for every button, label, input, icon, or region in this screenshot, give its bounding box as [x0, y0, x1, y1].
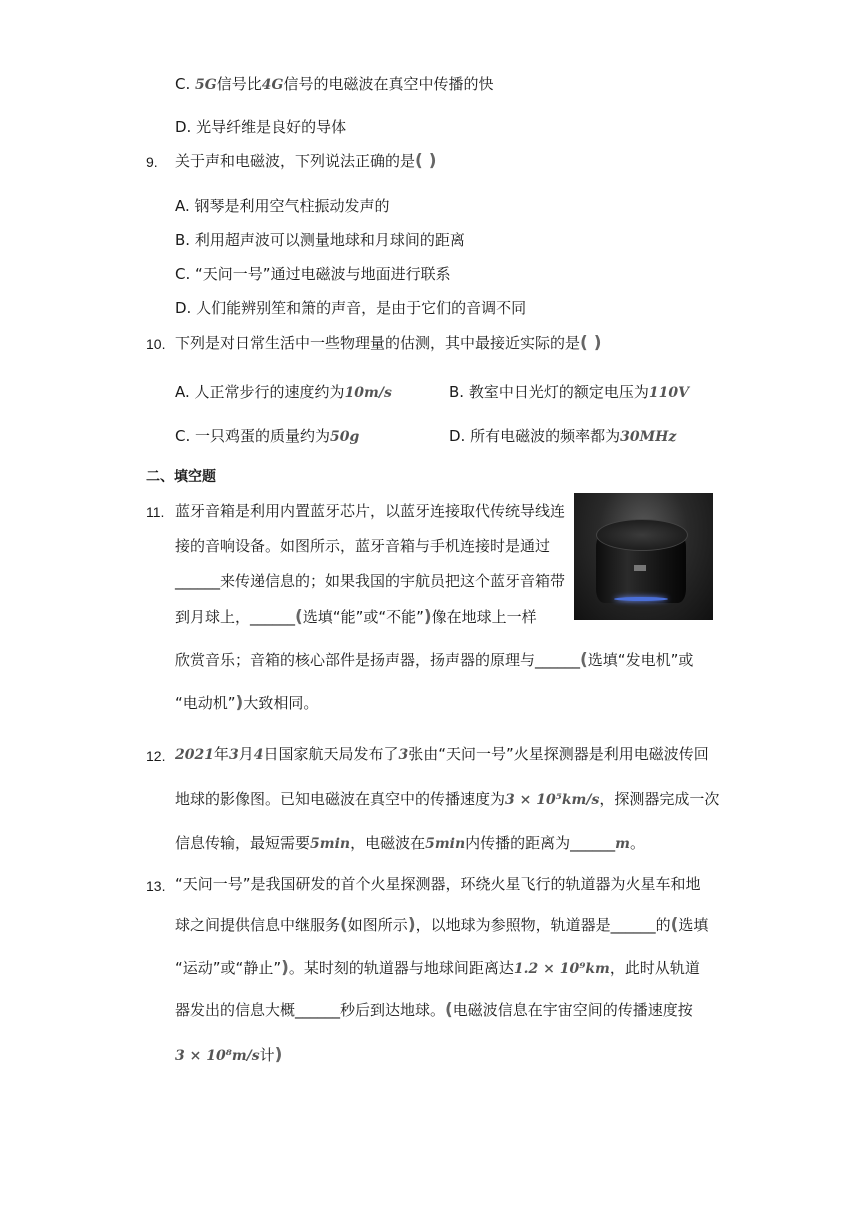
q9-option-b: B. 利用超声波可以测量地球和月球间的距离	[175, 231, 465, 249]
q9-option-d: D. 人们能辨别笙和箫的声音，是由于它们的音调不同	[175, 299, 527, 317]
q13-number: 13.	[146, 878, 166, 894]
q12-line-3: 信息传输，最短需要5min，电磁波在5min内传播的距离为______m。	[175, 834, 646, 852]
section-heading-fill-in: 二、填空题	[146, 469, 216, 485]
q13-line-5: 3 × 10⁸m/s计)	[175, 1045, 283, 1065]
q13-line-3: “运动”或“静止”)。某时刻的轨道器与地球间距离达1.2 × 10⁹km，此时从轨道	[175, 958, 700, 978]
q11-line-2: 接的音响设备。如图所示，蓝牙音箱与手机连接时是通过	[175, 537, 551, 555]
q9-stem: 关于声和电磁波，下列说法正确的是( )	[175, 151, 437, 171]
q10-stem: 下列是对日常生活中一些物理量的估测，其中最接近实际的是( )	[175, 333, 602, 353]
q13-line-2: 球之间提供信息中继服务(如图所示)，以地球为参照物，轨道器是______的(选填	[175, 915, 709, 935]
q9-option-c: C. “天问一号”通过电磁波与地面进行联系	[175, 265, 451, 283]
q12-line-1: 2021年3月4日国家航天局发布了3张由“天问一号”火星探测器是利用电磁波传回	[175, 745, 709, 763]
q13-line-1: “天问一号”是我国研发的首个火星探测器，环绕火星飞行的轨道器为火星车和地	[175, 875, 701, 893]
q11-line-6: “电动机”)大致相同。	[175, 693, 319, 713]
q8-option-d: D. 光导纤维是良好的导体	[175, 118, 347, 136]
q11-line-3: ______来传递信息的；如果我国的宇航员把这个蓝牙音箱带	[175, 572, 566, 590]
speaker-top	[596, 519, 688, 551]
q9-number: 9.	[146, 154, 158, 170]
q10-option-d: D. 所有电磁波的频率都为30MHz	[449, 427, 677, 445]
q10-option-b: B. 教室中日光灯的额定电压为110V	[449, 383, 689, 401]
q11-line-4: 到月球上，______(选填“能”或“不能”)像在地球上一样	[175, 607, 537, 627]
q8-option-c: C. 5G信号比4G信号的电磁波在真空中传播的快	[175, 75, 494, 93]
speaker-led-icon	[614, 597, 668, 601]
q12-line-2: 地球的影像图。已知电磁波在真空中的传播速度为3 × 10⁵km/s，探测器完成一次	[175, 790, 720, 808]
q10-option-c: C. 一只鸡蛋的质量约为50g	[175, 427, 360, 445]
q11-line-5: 欣赏音乐；音箱的核心部件是扬声器，扬声器的原理与______(选填“发电机”或	[175, 650, 694, 670]
speaker-logo-icon	[634, 565, 646, 571]
q11-number: 11.	[146, 504, 165, 520]
q10-number: 10.	[146, 336, 166, 352]
bluetooth-speaker-photo	[574, 493, 713, 620]
q11-line-1: 蓝牙音箱是利用内置蓝牙芯片，以蓝牙连接取代传统导线连	[175, 502, 566, 520]
q10-option-a: A. 人正常步行的速度约为10m/s	[175, 383, 392, 401]
q9-option-a: A. 钢琴是利用空气柱振动发声的	[175, 197, 390, 215]
q12-number: 12.	[146, 748, 166, 764]
q13-line-4: 器发出的信息大概______秒后到达地球。(电磁波信息在宇宙空间的传播速度按	[175, 1000, 693, 1020]
